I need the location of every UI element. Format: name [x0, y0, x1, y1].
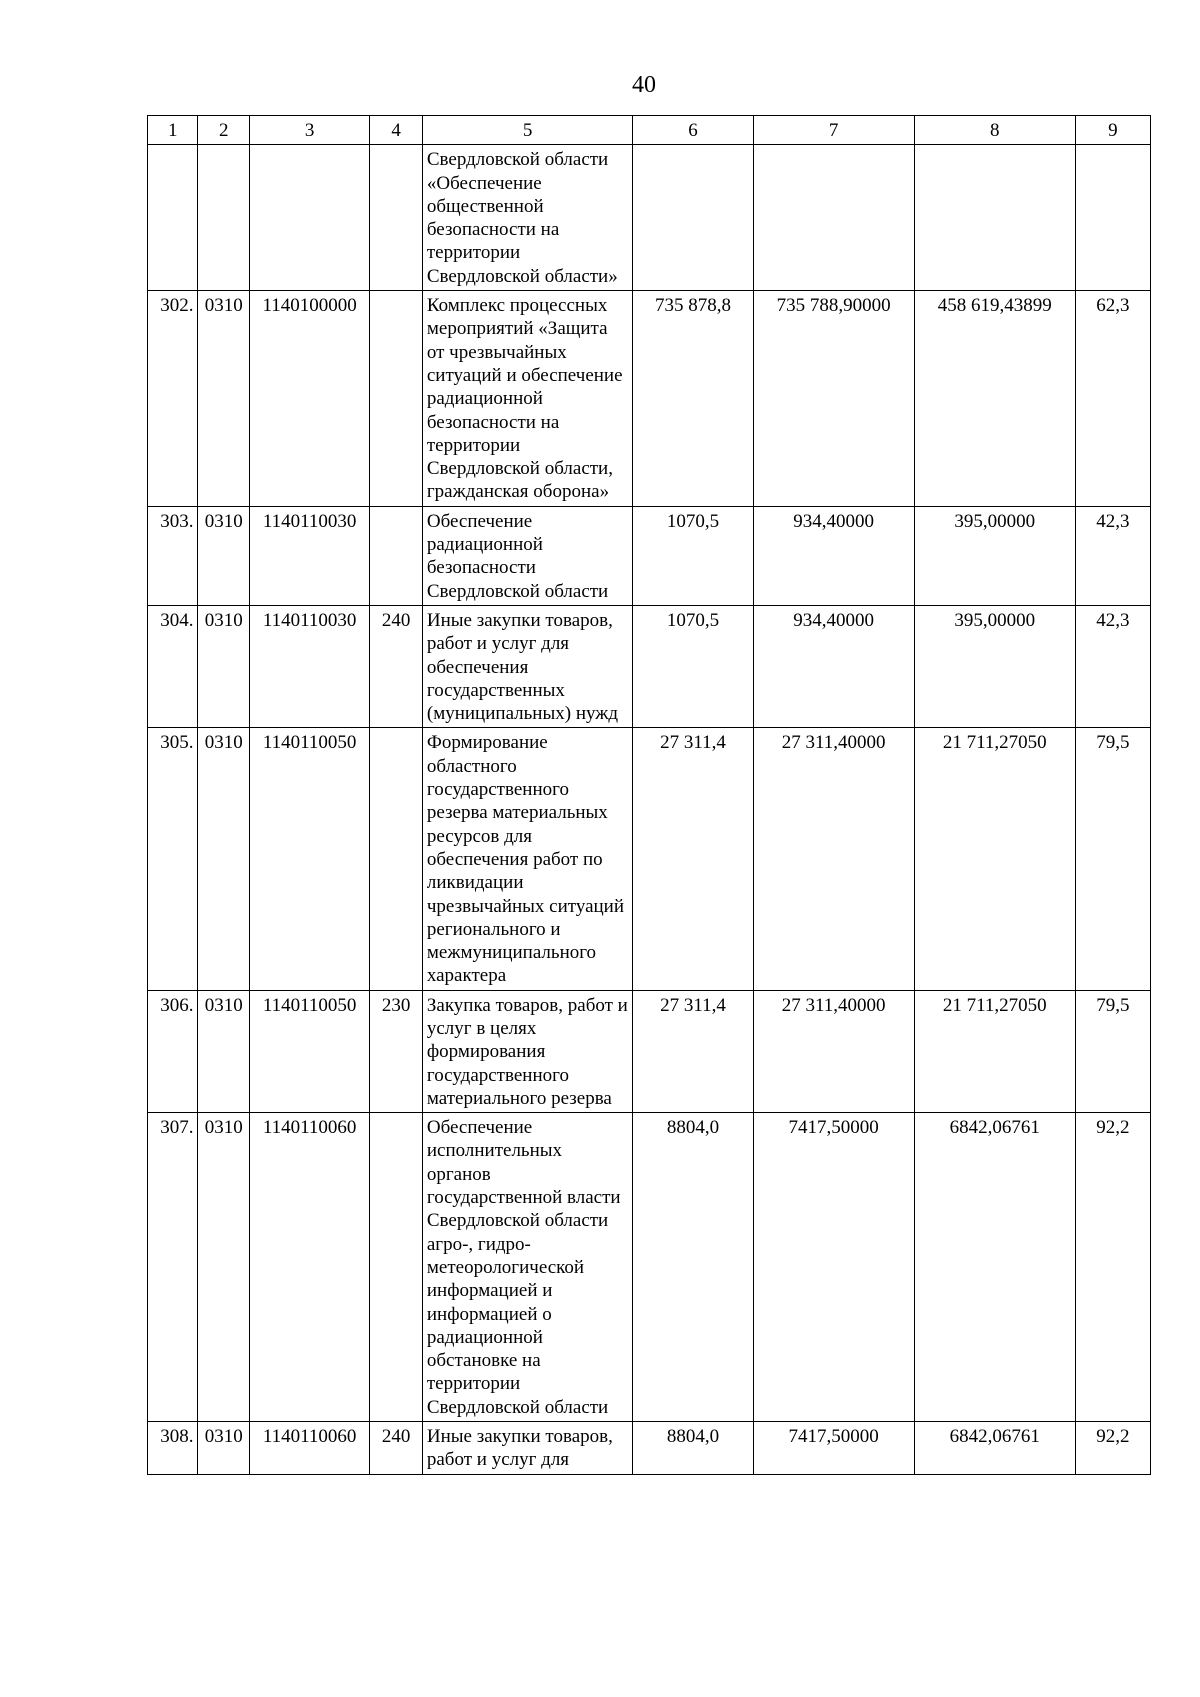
value-col8	[914, 145, 1075, 291]
value-col6: 8804,0	[633, 1422, 753, 1475]
value-col8: 6842,06761	[914, 1113, 1075, 1422]
value-col7: 7417,50000	[753, 1113, 914, 1422]
value-col7	[753, 145, 914, 291]
row-number: 302.	[148, 291, 198, 507]
value-col6: 1070,5	[633, 605, 753, 727]
percent-value: 62,3	[1075, 291, 1150, 507]
column-header: 3	[250, 116, 370, 145]
target-article-code: 1140110060	[250, 1113, 370, 1422]
column-header: 5	[422, 116, 632, 145]
target-article-code: 1140110060	[250, 1422, 370, 1475]
target-article-code: 1140110050	[250, 728, 370, 990]
table-row	[148, 990, 1151, 1112]
value-col8: 458 619,43899	[914, 291, 1075, 507]
item-name: Свердловской области «Обеспечение общественной безопасности на территории Свердловской области»	[422, 145, 632, 291]
expense-type-code: 230	[370, 990, 423, 1112]
percent-value	[1075, 145, 1150, 291]
expense-type-code: 240	[370, 605, 423, 727]
section-code: 0310	[198, 1113, 250, 1422]
item-name: Закупка товаров, работ и услуг в целях формирования государственного материального резерва	[422, 990, 632, 1112]
column-header: 8	[914, 116, 1075, 145]
table-row	[148, 291, 1151, 507]
value-col6	[633, 145, 753, 291]
section-code: 0310	[198, 506, 250, 605]
row-number: 308.	[148, 1422, 198, 1475]
expense-type-code	[370, 1113, 423, 1422]
percent-value: 79,5	[1075, 990, 1150, 1112]
value-col6: 27 311,4	[633, 990, 753, 1112]
value-col7: 27 311,40000	[753, 990, 914, 1112]
row-number: 305.	[148, 728, 198, 990]
table-header	[148, 116, 1151, 145]
value-col8: 6842,06761	[914, 1422, 1075, 1475]
section-code: 0310	[198, 1422, 250, 1475]
value-col6: 8804,0	[633, 1113, 753, 1422]
value-col8: 395,00000	[914, 506, 1075, 605]
item-name: Комплекс процессных мероприятий «Защита от чрезвычайных ситуаций и обеспечение радиационной безопасности на территории Свердловской области, гражданская оборона»	[422, 291, 632, 507]
expense-type-code	[370, 728, 423, 990]
table-row	[148, 1113, 1151, 1422]
value-col7: 27 311,40000	[753, 728, 914, 990]
percent-value: 42,3	[1075, 605, 1150, 727]
percent-value: 79,5	[1075, 728, 1150, 990]
row-number: 306.	[148, 990, 198, 1112]
value-col8: 21 711,27050	[914, 728, 1075, 990]
table-row	[148, 1422, 1151, 1475]
table-body	[148, 145, 1151, 1474]
expense-type-code: 240	[370, 1422, 423, 1475]
column-header: 7	[753, 116, 914, 145]
target-article-code: 1140110050	[250, 990, 370, 1112]
expense-type-code	[370, 291, 423, 507]
value-col8: 21 711,27050	[914, 990, 1075, 1112]
percent-value: 42,3	[1075, 506, 1150, 605]
target-article-code	[250, 145, 370, 291]
page-number: 40	[632, 72, 656, 98]
item-name: Иные закупки товаров, работ и услуг для	[422, 1422, 632, 1475]
row-number: 304.	[148, 605, 198, 727]
row-number: 307.	[148, 1113, 198, 1422]
item-name: Обеспечение исполнительных органов государственной власти Свердловской области агро-, гидро-метеорологической информацией и информацией о радиационной обстановке на территории Свердловской области	[422, 1113, 632, 1422]
value-col7: 7417,50000	[753, 1422, 914, 1475]
target-article-code: 1140110030	[250, 506, 370, 605]
header-row	[148, 116, 1151, 145]
row-number: 303.	[148, 506, 198, 605]
item-name: Формирование областного государственного резерва материальных ресурсов для обеспечения работ по ликвидации чрезвычайных ситуаций регионального и межмуниципального характера	[422, 728, 632, 990]
column-header: 1	[148, 116, 198, 145]
section-code: 0310	[198, 605, 250, 727]
table-row	[148, 145, 1151, 291]
item-name: Иные закупки товаров, работ и услуг для обеспечения государственных (муниципальных) нужд	[422, 605, 632, 727]
percent-value: 92,2	[1075, 1113, 1150, 1422]
row-number	[148, 145, 198, 291]
column-header: 4	[370, 116, 423, 145]
table-row	[148, 728, 1151, 990]
value-col7: 735 788,90000	[753, 291, 914, 507]
column-header: 2	[198, 116, 250, 145]
target-article-code: 1140110030	[250, 605, 370, 727]
table-row	[148, 605, 1151, 727]
value-col6: 27 311,4	[633, 728, 753, 990]
budget-table	[147, 115, 1151, 1475]
expense-type-code	[370, 145, 423, 291]
expense-type-code	[370, 506, 423, 605]
section-code: 0310	[198, 990, 250, 1112]
section-code: 0310	[198, 291, 250, 507]
percent-value: 92,2	[1075, 1422, 1150, 1475]
section-code: 0310	[198, 728, 250, 990]
column-header: 6	[633, 116, 753, 145]
value-col6: 1070,5	[633, 506, 753, 605]
column-header: 9	[1075, 116, 1150, 145]
table-row	[148, 506, 1151, 605]
item-name: Обеспечение радиационной безопасности Свердловской области	[422, 506, 632, 605]
value-col7: 934,40000	[753, 605, 914, 727]
value-col6: 735 878,8	[633, 291, 753, 507]
section-code	[198, 145, 250, 291]
target-article-code: 1140100000	[250, 291, 370, 507]
value-col7: 934,40000	[753, 506, 914, 605]
value-col8: 395,00000	[914, 605, 1075, 727]
